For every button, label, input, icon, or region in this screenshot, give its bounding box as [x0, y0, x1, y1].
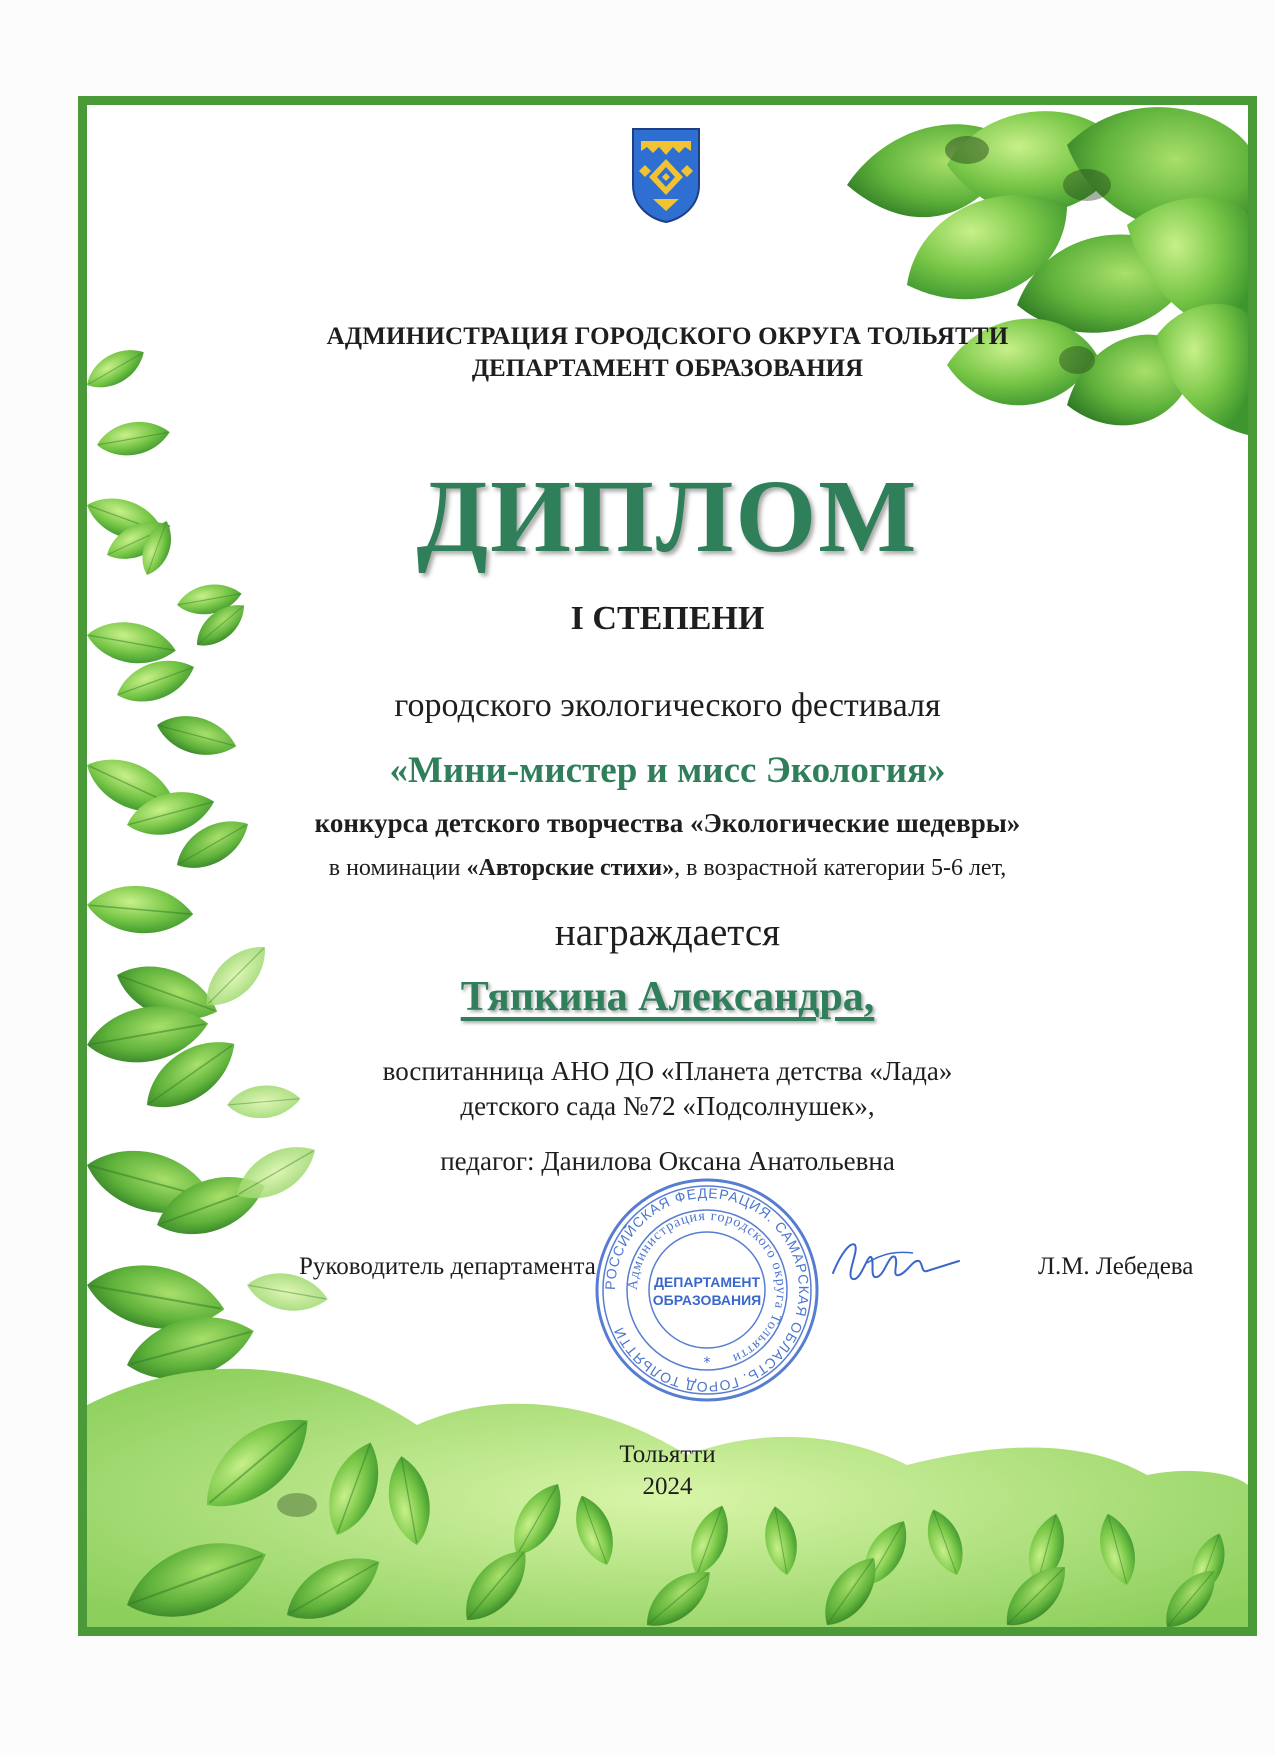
header-administration: АДМИНИСТРАЦИЯ ГОРОДСКОГО ОКРУГА ТОЛЬЯТТИ: [326, 323, 1009, 350]
official-stamp: [592, 1175, 822, 1405]
footer-city: Тольятти: [619, 1441, 716, 1468]
header-department: ДЕПАРТАМЕНТ ОБРАЗОВАНИЯ: [471, 355, 864, 382]
nomination-suffix: , в возрастной категории 5-6 лет,: [674, 855, 1007, 881]
stamp-outer-text: РОССИЙСКАЯ ФЕДЕРАЦИЯ. САМАРСКАЯ ОБЛАСТЬ. ГОРОД ТОЛЬЯТТИ: [601, 1184, 813, 1396]
recipient-name: [87, 973, 1248, 1021]
diploma-degree: I СТЕПЕНИ: [570, 600, 765, 637]
festival-line: городского экологического фестиваля: [394, 687, 941, 724]
contest-line: конкурса детского творчества «Экологические шедевры»: [314, 808, 1021, 838]
diploma-frame: [78, 96, 1257, 1636]
nomination-name: «Авторские стихи»: [466, 855, 675, 881]
footer-year: 2024: [642, 1473, 693, 1500]
coat-of-arms-icon: [631, 127, 701, 223]
diploma-title: ДИПЛОМ: [416, 459, 919, 574]
festival-name: «Мини-мистер и мисс Экология»: [389, 750, 946, 791]
stamp-star-icon: *: [703, 1355, 711, 1371]
stamp-center-line2: ОБРАЗОВАНИЯ: [652, 1292, 762, 1308]
pupil-organization: воспитанница АНО ДО «Планета детства «Лада»: [382, 1056, 953, 1086]
awarded-label: награждается: [554, 911, 781, 954]
stamp-center-line1: ДЕПАРТАМЕНТ: [653, 1274, 761, 1290]
nomination-prefix: в номинации: [328, 855, 467, 881]
signatory-position: Руководитель департамента: [299, 1253, 596, 1280]
pupil-kindergarten: детского сада №72 «Подсолнушек»,: [460, 1091, 875, 1121]
signatory-name: Л.М. Лебедева: [1038, 1253, 1194, 1280]
teacher-line: педагог: Данилова Оксана Анатольевна: [440, 1146, 895, 1176]
stamp-inner-text: Администрация городского округа Тольятти: [625, 1208, 789, 1366]
recipient-name-text: Тяпкина Александра,: [460, 974, 875, 1020]
handwritten-signature: [827, 1233, 967, 1293]
nomination-line: [87, 855, 1248, 882]
